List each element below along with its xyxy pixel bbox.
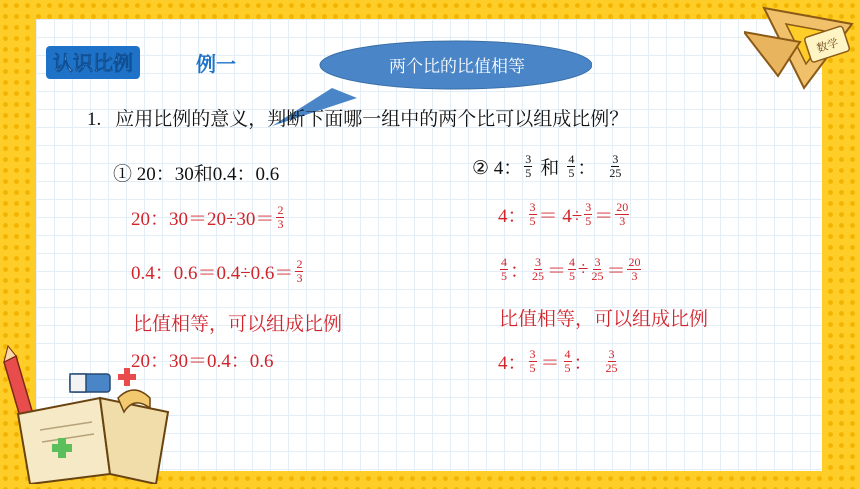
eraser-icon	[70, 374, 110, 392]
left-step2	[131, 258, 305, 285]
left-result: 20：30＝0.4：0.6	[131, 351, 274, 372]
left-item-text: ① 20：30和0.4：0.6	[113, 164, 280, 185]
question-number: 1.	[87, 109, 102, 130]
left-step1-text: 20：30＝20÷30＝	[131, 209, 275, 230]
left-step1	[131, 204, 286, 231]
fraction: $\frac{2}{3}$	[277, 203, 284, 231]
book-and-supplies	[0, 334, 200, 484]
book-icon	[18, 398, 168, 484]
callout-text: 两个比的比值相等	[389, 57, 525, 77]
left-conclusion: 比值相等，可以组成比例	[133, 313, 343, 335]
svg-text:数学: 数学	[815, 36, 840, 56]
triangle-ruler-icon	[744, 2, 858, 90]
right-item: ② 4： $\frac{3}{5}$ 和 $\frac{4}{5}$ ： $\frac{3}{25}$	[472, 152, 622, 180]
question-text: 应用比例的意义，判断下面哪一组中的两个比可以组成比例？	[115, 108, 629, 130]
right-conclusion: 比值相等，可以组成比例	[499, 308, 709, 330]
left-item	[113, 159, 279, 186]
fraction: $\frac{2}{3}$	[296, 257, 303, 285]
right-step1: 4： $\frac{3}{5}$ ＝ 4÷ $\frac{3}{5}$ ＝ $\frac{20}{3}$	[498, 200, 629, 228]
right-result: 4： $\frac{3}{5}$ ＝ $\frac{4}{5}$ ： $\frac{3}{25}$	[498, 347, 618, 375]
example-label: 例一	[196, 52, 236, 76]
right-step2: $\frac{4}{5}$ ： $\frac{3}{25}$ ＝ $\frac{4}{5}$ ÷ $\frac{3}{25}$ ＝ $\frac{20}{3}$	[501, 255, 641, 283]
left-step2-text: 0.4：0.6＝0.4÷0.6＝	[131, 263, 294, 284]
question	[87, 104, 628, 131]
plus-sign-icon	[118, 368, 136, 386]
section-title: 认识比例	[46, 46, 140, 79]
